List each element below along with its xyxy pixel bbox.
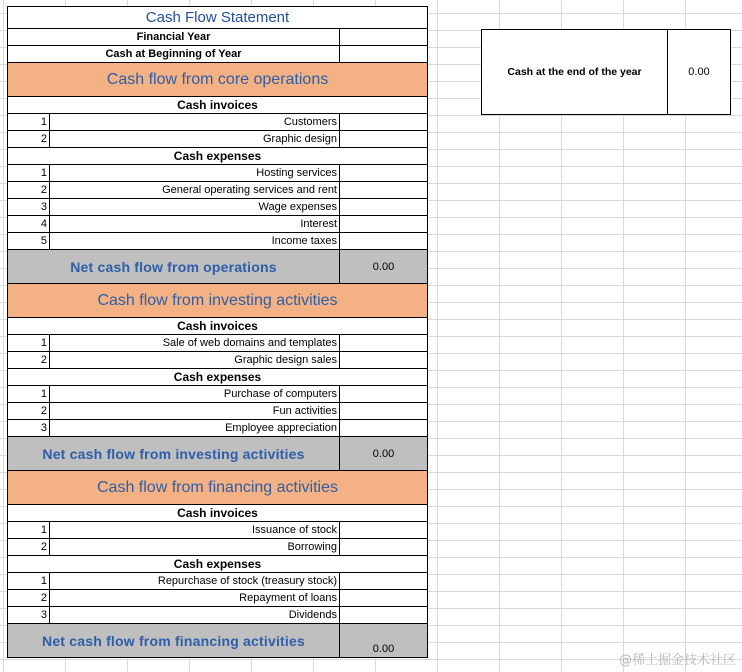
subheader-label: Cash expenses <box>173 370 262 384</box>
financial-year-label[interactable]: Financial Year <box>8 29 340 45</box>
net-row-operations <box>7 250 428 284</box>
item-number[interactable]: 3 <box>8 607 50 623</box>
item-value-cell[interactable] <box>340 590 427 606</box>
table-row <box>7 114 428 131</box>
item-name[interactable]: Borrowing <box>50 539 340 555</box>
net-label[interactable]: Net cash flow from operations <box>8 250 340 283</box>
subheader-invoices[interactable] <box>7 97 428 114</box>
section-header-investing[interactable] <box>7 284 428 318</box>
subheader-label: Cash expenses <box>173 149 262 163</box>
item-name[interactable]: Repurchase of stock (treasury stock) <box>50 573 340 589</box>
subheader-invoices[interactable] <box>7 318 428 335</box>
section-header-financing[interactable] <box>7 471 428 505</box>
item-number[interactable]: 1 <box>8 165 50 181</box>
item-value-cell[interactable] <box>340 199 427 215</box>
subheader-label: Cash invoices <box>177 98 258 112</box>
cash-beginning-value-cell[interactable] <box>340 46 427 62</box>
item-name[interactable]: General operating services and rent <box>50 182 340 198</box>
item-value-cell[interactable] <box>340 182 427 198</box>
item-value-cell[interactable] <box>340 522 427 538</box>
table-row <box>7 420 428 437</box>
section-title: Cash flow from financing activities <box>97 478 338 496</box>
table-row <box>7 216 428 233</box>
subheader-expenses[interactable] <box>7 556 428 573</box>
cash-end-box <box>481 29 731 115</box>
cash-flow-table <box>7 6 428 658</box>
item-name[interactable]: Repayment of loans <box>50 590 340 606</box>
item-value-cell[interactable] <box>340 420 427 436</box>
item-name[interactable]: Interest <box>50 216 340 232</box>
item-number[interactable]: 2 <box>8 590 50 606</box>
item-name[interactable]: Sale of web domains and templates <box>50 335 340 351</box>
item-number[interactable]: 4 <box>8 216 50 232</box>
item-number[interactable]: 2 <box>8 352 50 368</box>
table-row <box>7 131 428 148</box>
item-number[interactable]: 2 <box>8 403 50 419</box>
subheader-invoices[interactable] <box>7 505 428 522</box>
item-number[interactable]: 1 <box>8 114 50 130</box>
table-row <box>7 590 428 607</box>
subheader-label: Cash invoices <box>177 319 258 333</box>
table-row <box>7 522 428 539</box>
table-row <box>7 573 428 590</box>
item-name[interactable]: Dividends <box>50 607 340 623</box>
title-cell[interactable] <box>7 6 428 29</box>
item-value-cell[interactable] <box>340 165 427 181</box>
cash-end-value[interactable]: 0.00 <box>688 66 710 78</box>
item-value-cell[interactable] <box>340 607 427 623</box>
item-name[interactable]: Purchase of computers <box>50 386 340 402</box>
item-value-cell[interactable] <box>340 114 427 130</box>
item-value-cell[interactable] <box>340 335 427 351</box>
item-value-cell[interactable] <box>340 233 427 249</box>
financial-year-row <box>7 29 428 46</box>
item-name[interactable]: Income taxes <box>50 233 340 249</box>
table-row <box>7 165 428 182</box>
table-row <box>7 182 428 199</box>
watermark: @稀土掘金技术社区 <box>618 653 736 668</box>
table-row <box>7 403 428 420</box>
item-value-cell[interactable] <box>340 216 427 232</box>
table-row <box>7 607 428 624</box>
item-name[interactable]: Graphic design sales <box>50 352 340 368</box>
item-value-cell[interactable] <box>340 403 427 419</box>
table-row <box>7 352 428 369</box>
net-row-financing <box>7 624 428 658</box>
cash-beginning-row <box>7 46 428 63</box>
table-row <box>7 233 428 250</box>
item-name[interactable]: Issuance of stock <box>50 522 340 538</box>
item-number[interactable]: 3 <box>8 420 50 436</box>
item-number[interactable]: 1 <box>8 335 50 351</box>
financial-year-value-cell[interactable] <box>340 29 427 45</box>
page-title: Cash Flow Statement <box>145 9 290 26</box>
item-number[interactable]: 2 <box>8 131 50 147</box>
net-label[interactable]: Net cash flow from investing activities <box>8 437 340 470</box>
item-number[interactable]: 3 <box>8 199 50 215</box>
subheader-label: Cash invoices <box>177 506 258 520</box>
net-value[interactable]: 0.00 <box>372 260 395 273</box>
item-name[interactable]: Customers <box>50 114 340 130</box>
table-row <box>7 199 428 216</box>
net-value[interactable]: 0.00 <box>372 643 395 655</box>
item-value-cell[interactable] <box>340 573 427 589</box>
table-row <box>7 539 428 556</box>
table-row <box>7 335 428 352</box>
item-value-cell[interactable] <box>340 386 427 402</box>
subheader-expenses[interactable] <box>7 369 428 386</box>
item-name[interactable]: Fun activities <box>50 403 340 419</box>
item-number[interactable]: 1 <box>8 522 50 538</box>
item-name[interactable]: Wage expenses <box>50 199 340 215</box>
item-number[interactable]: 2 <box>8 182 50 198</box>
item-value-cell[interactable] <box>340 131 427 147</box>
item-number[interactable]: 2 <box>8 539 50 555</box>
net-label[interactable]: Net cash flow from financing activities <box>8 624 340 657</box>
net-row-investing <box>7 437 428 471</box>
item-name[interactable]: Graphic design <box>50 131 340 147</box>
subheader-label: Cash expenses <box>173 557 262 571</box>
item-number[interactable]: 1 <box>8 386 50 402</box>
item-number[interactable]: 1 <box>8 573 50 589</box>
cash-beginning-label[interactable]: Cash at Beginning of Year <box>8 46 340 62</box>
section-header-operations[interactable] <box>7 63 428 97</box>
subheader-expenses[interactable] <box>7 148 428 165</box>
item-value-cell[interactable] <box>340 539 427 555</box>
item-name[interactable]: Hosting services <box>50 165 340 181</box>
item-number[interactable]: 5 <box>8 233 50 249</box>
section-title: Cash flow from core operations <box>106 70 329 88</box>
cash-end-label[interactable]: Cash at the end of the year <box>482 30 668 114</box>
table-row <box>7 386 428 403</box>
section-title: Cash flow from investing activities <box>97 291 338 309</box>
item-value-cell[interactable] <box>340 352 427 368</box>
net-value[interactable]: 0.00 <box>372 447 395 460</box>
item-name[interactable]: Employee appreciation <box>50 420 340 436</box>
